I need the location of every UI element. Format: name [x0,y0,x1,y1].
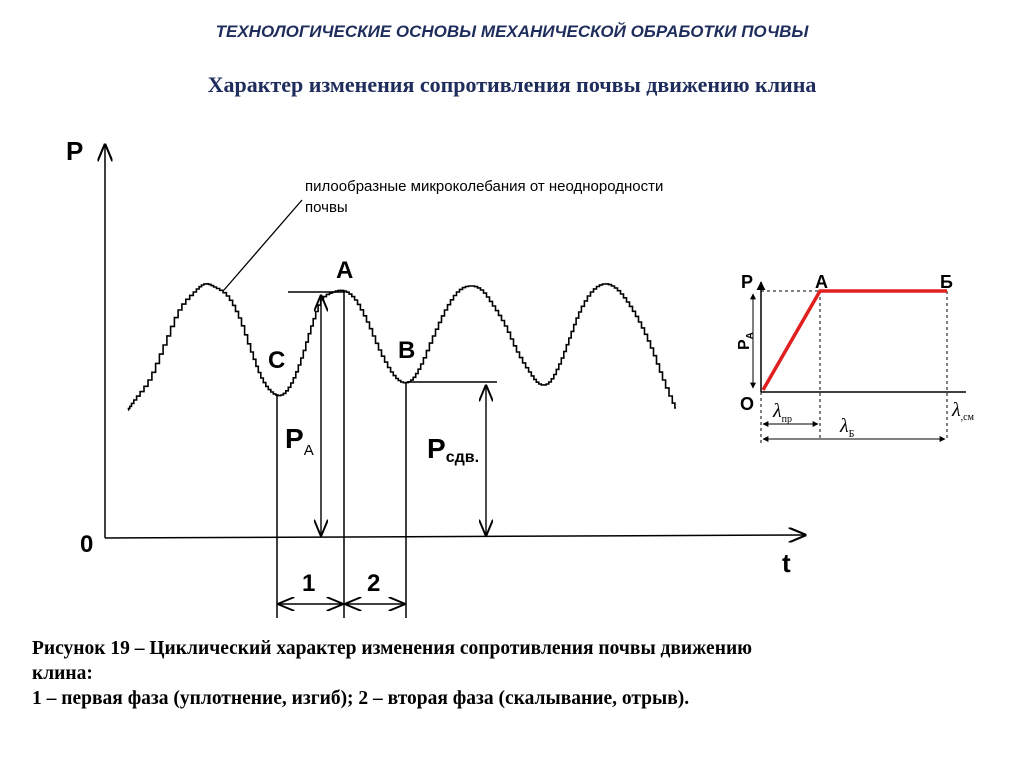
point-c-label: C [268,347,286,374]
caption-line2: клина: [32,663,93,684]
main-origin-label: 0 [80,531,94,558]
psdv-label: Pсдв. [427,433,480,466]
pa-label: $P_A$ [285,423,314,459]
inset-y-axis-label: P [741,272,754,292]
inset-origin-label: O [740,394,755,414]
phase2-label: 2 [367,570,381,597]
figure-caption [32,636,1012,711]
inset-point-a-label: A [815,272,828,292]
main-x-axis-label: t [782,548,791,578]
inset-lambda-b-label: $\lambda_Б$ [840,415,855,440]
main-x-axis [105,535,805,538]
main-y-axis-label: P [66,136,84,166]
point-b-label: B [398,337,416,364]
page-header-title: ТЕХНОЛОГИЧЕСКИЕ ОСНОВЫ МЕХАНИЧЕСКОЙ ОБРАБОТКИ ПОЧВЫ [215,22,809,41]
inset-lambda-sm-label: $\lambda_{,см}$ [952,399,974,423]
inset-resistance-line [763,291,947,390]
inset-point-b-label: Б [940,272,953,292]
page-subtitle: Характер изменения сопротивления почвы движению клина [207,72,817,97]
inset-diagram [736,272,975,444]
phase1-label: 1 [302,570,316,597]
inset-pa-label: $P_A$ [736,332,756,350]
caption-line1: Рисунок 19 – Циклический характер изменения сопротивления почвы движению [32,638,753,659]
point-a-label: A [336,257,354,284]
inset-lambda-pr-label: $\lambda_{пр}$ [773,400,793,425]
annotation-text-line1: пилообразные микроколебания от неоднородности [305,178,664,195]
caption-line3: 1 – первая фаза (уплотнение, изгиб); 2 – вторая фаза (скалывание, отрыв). [32,688,690,709]
annotation-leader-line [224,200,302,290]
annotation-text-line2: почвы [305,199,348,216]
